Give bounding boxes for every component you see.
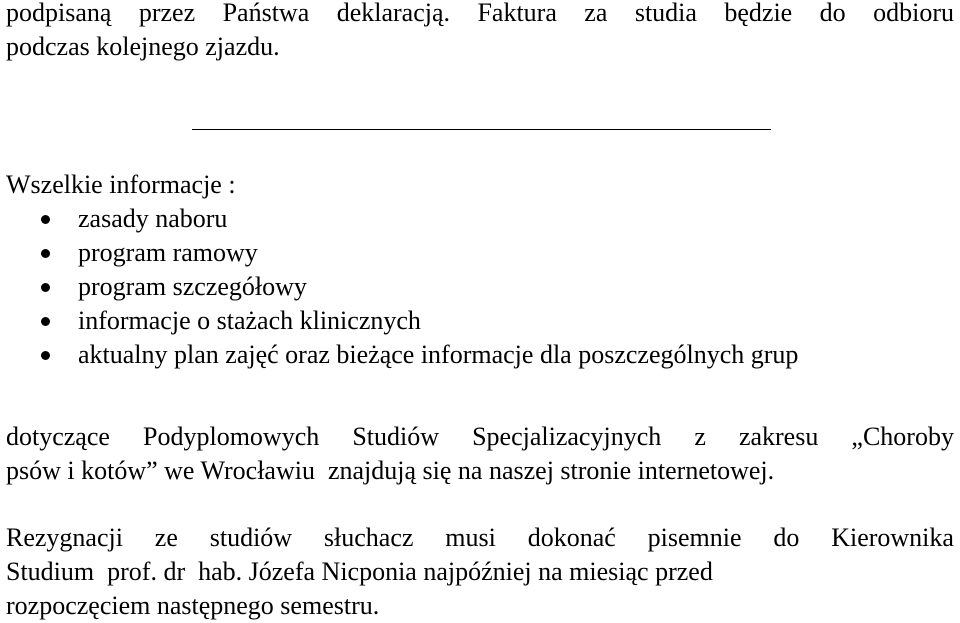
word: słuchacz <box>323 523 414 552</box>
word: Rezygnacji <box>6 523 123 552</box>
paragraph3-line-1 <box>6 521 954 555</box>
word: ze <box>154 523 178 552</box>
word: zakresu <box>738 422 819 451</box>
word: dotyczące <box>6 422 110 451</box>
paragraph2-line-2: psów i kotów” we Wrocławiu znajdują się na naszej stronie internetowej. <box>6 456 775 485</box>
word: Studiów <box>352 422 440 451</box>
word: Państwa <box>222 0 310 27</box>
bullet-icon <box>41 215 50 224</box>
word: musi <box>445 523 496 552</box>
list-item-text: program szczegółowy <box>78 272 307 301</box>
word: Kierownika <box>831 523 954 552</box>
word: przez <box>138 0 196 27</box>
word: pisemnie <box>647 523 742 552</box>
word: do <box>773 523 800 552</box>
list-item-text: informacje o stażach klinicznych <box>78 306 421 335</box>
paragraph3-line-2: Studium prof. dr hab. Józefa Nicponia najpóźniej na miesiąc przed <box>6 557 713 586</box>
list-item-text: program ramowy <box>78 238 258 267</box>
bullet-icon <box>41 283 50 292</box>
list-item-text: aktualny plan zajęć oraz bieżące informacje dla poszczególnych grup <box>78 340 799 369</box>
word: „Choroby <box>851 422 954 451</box>
paragraph3-line-3: rozpoczęciem następnego semestru. <box>6 591 380 620</box>
intro-line-2: podczas kolejnego zjazdu. <box>6 32 280 61</box>
word: z <box>694 422 706 451</box>
word: Podyplomowych <box>143 422 320 451</box>
bullet-icon <box>41 351 50 360</box>
word: Specjalizacyjnych <box>472 422 662 451</box>
bullet-icon <box>41 249 50 258</box>
word: do <box>819 0 846 27</box>
intro-line-1 <box>6 0 954 30</box>
word: dokonać <box>527 523 616 552</box>
paragraph2-line-1 <box>6 420 954 454</box>
word: studiów <box>209 523 293 552</box>
word: będzie <box>724 0 793 27</box>
word: deklaracją. <box>336 0 450 27</box>
word: Faktura <box>477 0 557 27</box>
word: studia <box>634 0 697 27</box>
info-heading: Wszelkie informacje : <box>6 170 236 199</box>
list-item-text: zasady naboru <box>78 204 228 233</box>
horizontal-divider <box>192 129 771 130</box>
bullet-icon <box>41 317 50 326</box>
word: odbioru <box>873 0 954 27</box>
word: podpisaną <box>6 0 112 27</box>
word: za <box>584 0 608 27</box>
